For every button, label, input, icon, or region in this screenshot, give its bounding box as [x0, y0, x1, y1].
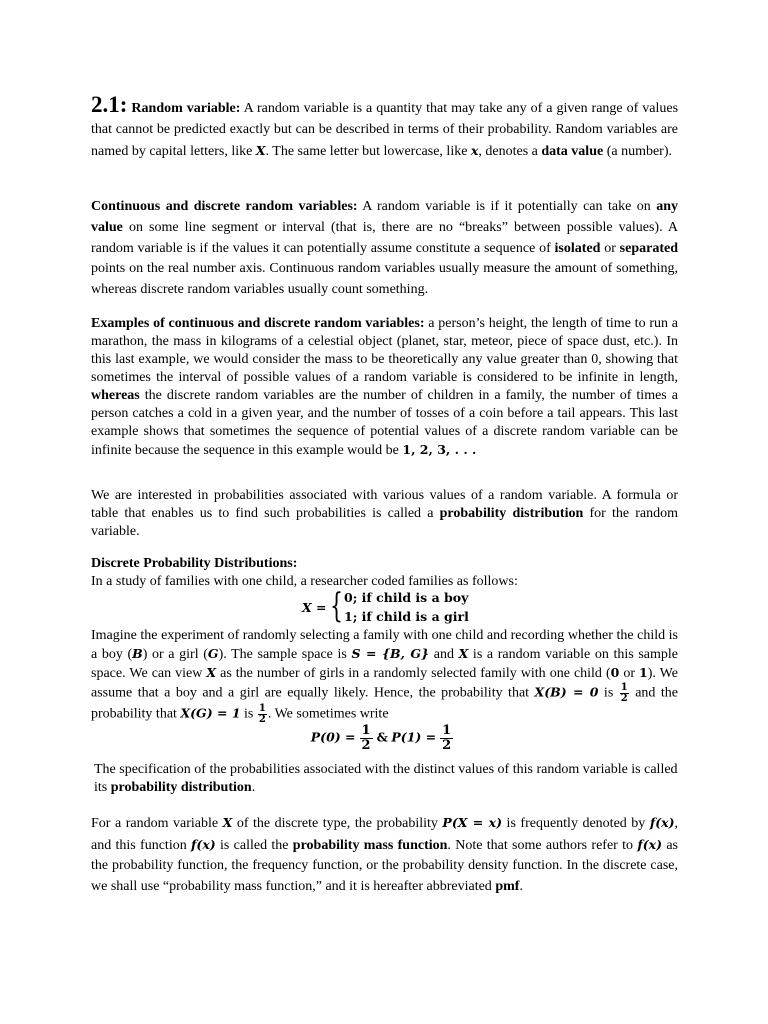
discrete-section	[91, 555, 678, 591]
para-pmf: For a random variable X of the discrete type, the probability P(X = x) is frequently denoted by f(x), and this function f(x) is called the probability mass function. Note that some authors refer to f(x) as the probability function, the frequency function, or the probability density function. In the discrete case, we shall use “probability mass function,” and it is hereafter abbreviated pmf.	[91, 815, 679, 894]
fraction-one-half: $\frac{1}{2}$	[620, 682, 628, 704]
pmf-equation: P(0) = $\frac{1}{2}$ & P(1) = $\frac{1}{2}$	[310, 723, 452, 753]
fraction-one-half: $\frac{1}{2}$	[442, 723, 452, 753]
case-girl: 1; if child is a girl	[344, 609, 469, 624]
fraction-one-half: $\frac{1}{2}$	[258, 703, 266, 725]
para-specification: The specification of the probabilities associated with the distinct values of this random variable is called its probability distribution.	[94, 762, 678, 795]
math-var: x	[470, 142, 479, 158]
para-examples: Examples of continuous and discrete random variables: a person’s height, the length of time to run a marathon, the mass in kilograms of a celestial object (planet, star, meteor, piece of space dust, etc.). In this last example, we would consider the mass to be theoretically any value greater than 0, showing that sometimes the interval of possible values of a random variable is considered to be infinite in length, whereas the discrete random variables are the number of children in a family, the number of times a person catches a cold in a given year, and the number of tosses of a coin before a tail appears. This last example shows that sometimes the sequence of potential values of a discrete random variable can be infinite because the sequence in this example would be 1, 2, 3, . . .	[91, 316, 678, 458]
math-var: X	[255, 142, 266, 158]
section-random-variable: 2.1: Random variable: A random variable is a quantity that may take any of a given range of values that cannot be predicted exactly but can be described in terms of their probability. Random variables are named by capital letters, like X. The same letter but lowercase, like x, denotes a data value (a number).	[91, 92, 679, 159]
para-experiment: Imagine the experiment of randomly selecting a family with one child and recording whether the child is a boy (B) or a girl (G). The sample space is S = {B, G} and X is a random variable on this sample space. We can view X as the number of girls in a randomly selected family with one child (0 or 1). We assume that a boy and a girl are equally likely. Hence, the probability that X(B) = 0 is $\frac{1}{2}$ and the probability that X(G) = 1 is $\frac{1}{2}$ . We sometimes write	[91, 628, 678, 725]
section-heading: Random variable:	[131, 101, 241, 116]
para-continuous-discrete: Continuous and discrete random variables: A random variable is if it potentially can take on any value on some line segment or interval (that is, there are no “breaks” between possible values). A random variable is if the values it can potentially assume constitute a sequence of isolated or separated points on the real number axis. Continuous random variables usually measure the amount of something, whereas discrete random variables usually count something.	[91, 199, 678, 298]
brace-symbol: {	[330, 586, 343, 626]
para-heading: Examples of continuous and discrete random variables:	[91, 316, 425, 331]
para-probability-distribution: We are interested in probabilities associated with various values of a random variable. A formula or table that enables us to find such probabilities is called a probability distribution for the random variable.	[91, 488, 679, 539]
discrete-intro: In a study of families with one child, a researcher coded families as follows:	[91, 574, 518, 589]
discrete-heading: Discrete Probability Distributions:	[91, 556, 298, 571]
para-heading: Continuous and discrete random variables:	[91, 199, 358, 214]
fraction-one-half: $\frac{1}{2}$	[361, 723, 371, 753]
case-boy: 0; if child is a boy	[344, 590, 469, 605]
section-number: 2.1:	[91, 92, 128, 117]
math-sequence: 1, 2, 3, . . .	[402, 442, 477, 457]
piecewise-equation: X = { 0; if child is a boy 1; if child is a girl	[302, 586, 469, 626]
